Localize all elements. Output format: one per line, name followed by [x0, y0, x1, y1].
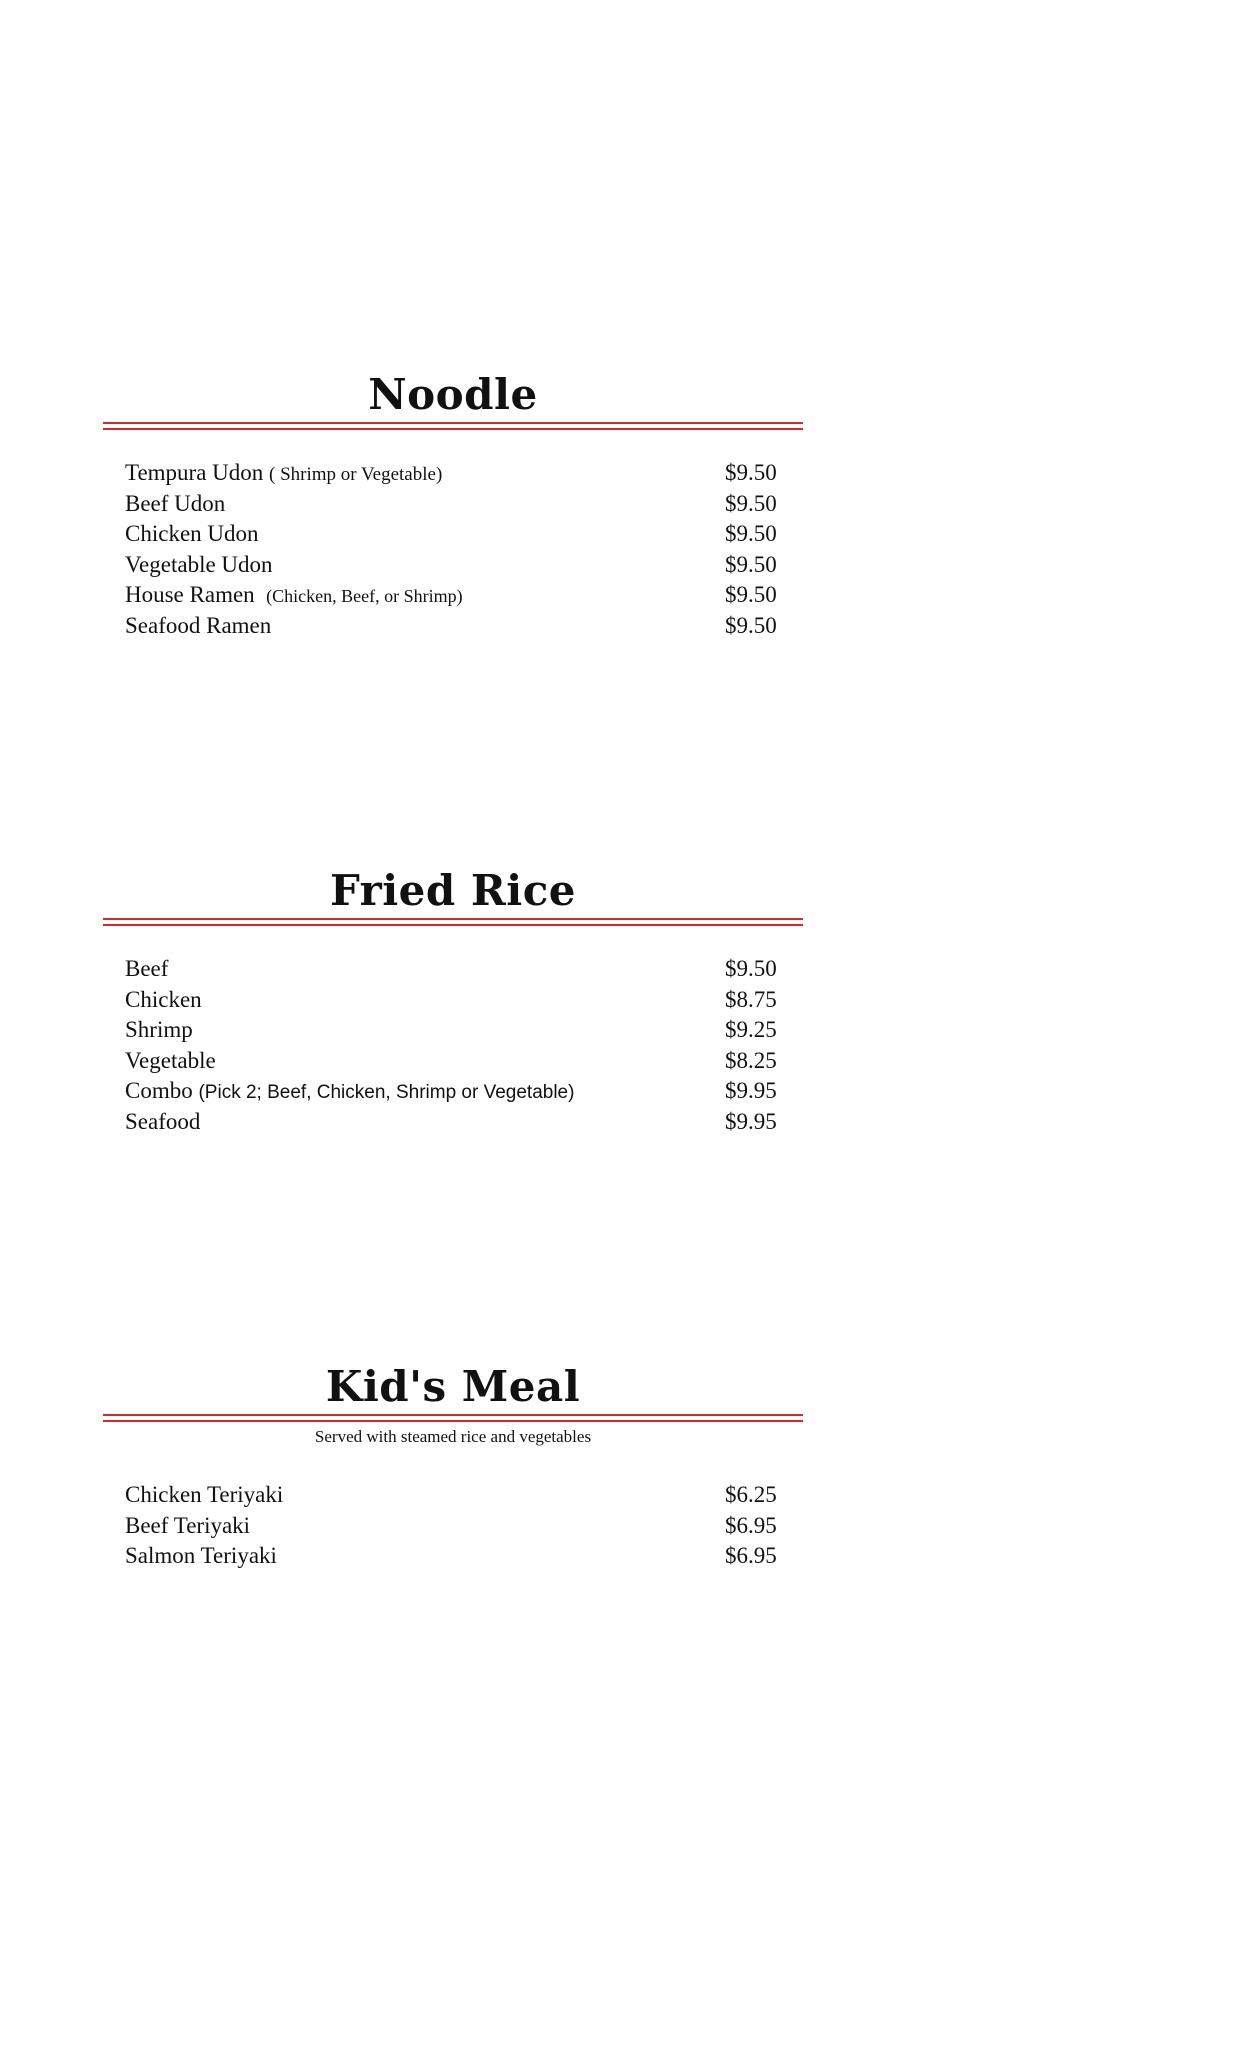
- divider-line: [103, 1420, 803, 1422]
- item-price: $9.50: [725, 521, 777, 547]
- item-price: $9.50: [725, 460, 777, 485]
- section-divider: [103, 422, 803, 430]
- section-title: Kid's Meal: [325, 1362, 581, 1411]
- item-price: $9.50: [725, 490, 777, 516]
- menu-item: [125, 1511, 785, 1542]
- item-price: $9.95: [725, 1108, 777, 1134]
- menu-list: [125, 1480, 785, 1572]
- item-name: Shrimp: [125, 1017, 193, 1043]
- section-title: Noodle: [368, 370, 538, 419]
- menu-item: [125, 954, 785, 985]
- item-name: Chicken Udon: [125, 521, 259, 547]
- item-price: $6.95: [725, 1543, 777, 1569]
- item-name: Vegetable: [125, 1047, 216, 1073]
- item-name: Beef Teriyaki: [125, 1512, 251, 1538]
- menu-item: [125, 580, 785, 611]
- menu-item: [125, 550, 785, 581]
- menu-item: [125, 1076, 785, 1107]
- menu-item: [125, 1015, 785, 1046]
- item-price: $9.50: [725, 582, 777, 608]
- section-title: Fried Rice: [329, 866, 577, 915]
- menu-item: [125, 489, 785, 520]
- menu-item: [125, 458, 785, 489]
- item-name: Tempura Udon: [125, 460, 264, 485]
- menu-item: [125, 985, 785, 1016]
- item-price: $6.25: [725, 1482, 777, 1507]
- item-name: Combo: [125, 1078, 193, 1104]
- item-price: $8.25: [725, 1047, 777, 1073]
- menu-item: [125, 519, 785, 550]
- section-subtitle: Served with steamed rice and vegetables: [314, 1427, 592, 1446]
- menu-item: [125, 1480, 785, 1511]
- item-price: $9.50: [725, 612, 777, 638]
- item-name: Seafood Ramen: [125, 612, 272, 638]
- item-price: $9.25: [725, 1017, 777, 1043]
- menu-list: [125, 458, 785, 642]
- item-name: Beef Udon: [125, 490, 226, 516]
- item-name: Beef: [125, 956, 169, 981]
- section-divider: [103, 918, 803, 926]
- item-note: (Pick 2; Beef, Chicken, Shrimp or Vegetable): [198, 1082, 575, 1104]
- menu-list: [125, 954, 785, 1138]
- section-divider: [103, 1414, 803, 1422]
- item-price: $8.75: [725, 986, 777, 1012]
- item-name: House Ramen: [125, 582, 255, 608]
- divider-line: [103, 1414, 803, 1416]
- menu-item: [125, 1046, 785, 1077]
- item-name: Vegetable Udon: [125, 551, 273, 577]
- item-price: $6.95: [725, 1512, 777, 1538]
- item-price: $9.95: [725, 1078, 777, 1104]
- item-name: Salmon Teriyaki: [125, 1543, 277, 1569]
- item-price: $9.50: [725, 551, 777, 577]
- item-note: (Chicken, Beef, or Shrimp): [266, 586, 463, 607]
- divider-line: [103, 924, 803, 926]
- divider-line: [103, 422, 803, 424]
- item-name: Chicken: [125, 986, 202, 1012]
- menu-item: [125, 611, 785, 642]
- divider-line: [103, 918, 803, 920]
- menu-item: [125, 1107, 785, 1138]
- item-name: Seafood: [125, 1108, 201, 1134]
- menu-item: [125, 1541, 785, 1572]
- item-note: ( Shrimp or Vegetable): [269, 464, 443, 485]
- item-price: $9.50: [725, 956, 777, 981]
- divider-line: [103, 428, 803, 430]
- item-name: Chicken Teriyaki: [125, 1482, 284, 1507]
